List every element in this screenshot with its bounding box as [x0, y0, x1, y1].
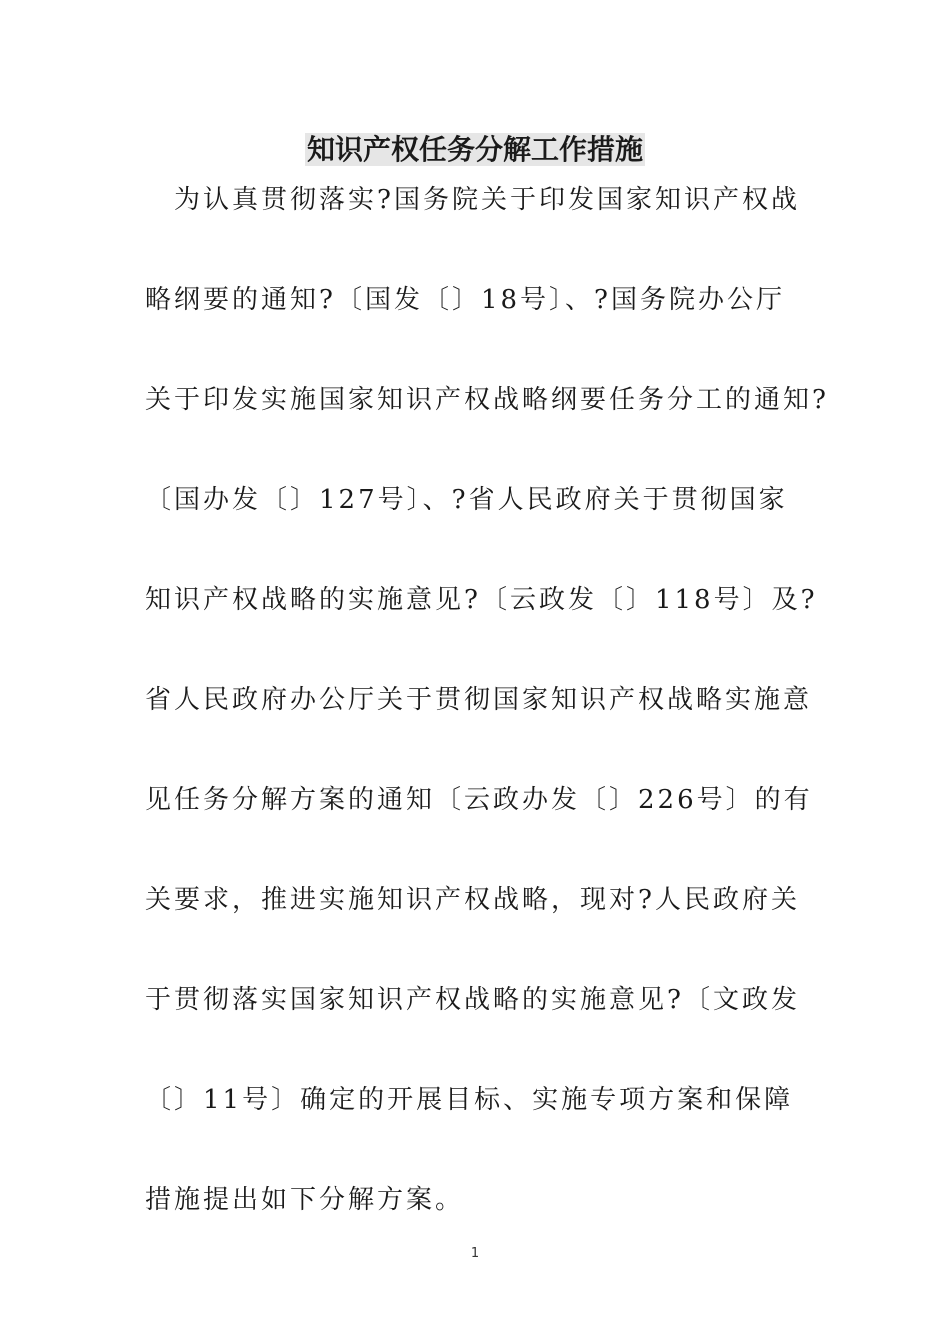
body-line: 见任务分解方案的通知〔云政办发〔〕226号〕的有 — [145, 785, 813, 815]
body-line: 为认真贯彻落实?国务院关于印发国家知识产权战 — [145, 185, 800, 215]
body-line: 关要求，推进实施知识产权战略，现对?人民政府关 — [145, 885, 800, 915]
body-line: 知识产权战略的实施意见?〔云政发〔〕118号〕及? — [145, 585, 818, 615]
body-line: 措施提出如下分解方案。 — [145, 1185, 465, 1215]
body-line: 于贯彻落实国家知识产权战略的实施意见?〔文政发 — [145, 985, 800, 1015]
document-title-text: 知识产权任务分解工作措施 — [306, 133, 643, 166]
page-number: 1 — [470, 1246, 480, 1261]
body-line: 〔国办发〔〕127号〕、?省人民政府关于贯彻国家 — [145, 485, 788, 515]
body-line: 省人民政府办公厅关于贯彻国家知识产权战略实施意 — [145, 685, 813, 715]
document-title — [0, 128, 950, 172]
document-body — [145, 174, 829, 1274]
body-line: 关于印发实施国家知识产权战略纲要任务分工的通知? — [145, 385, 829, 415]
body-line: 〔〕11号〕确定的开展目标、实施专项方案和保障 — [145, 1085, 794, 1115]
body-line: 略纲要的通知?〔国发〔〕18号〕、?国务院办公厅 — [145, 285, 785, 315]
